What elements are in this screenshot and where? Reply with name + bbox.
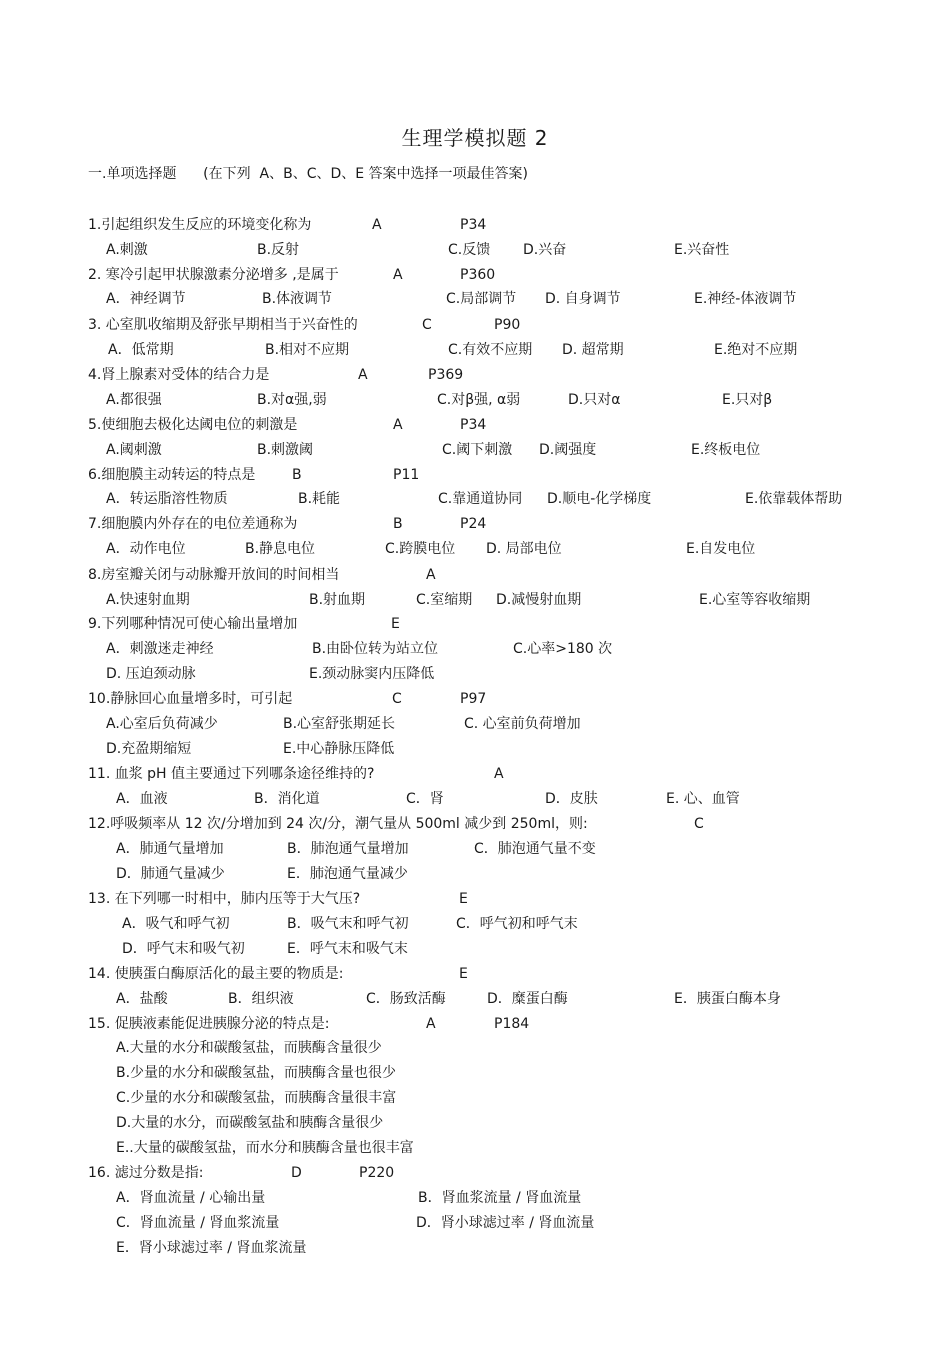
answer-option: C.对β强, α弱 <box>437 392 521 408</box>
answer-option: E．胰蛋白酶本身 <box>674 991 781 1007</box>
answer-option: C．肾 <box>406 791 444 807</box>
answer-option: E．肺泡通气量减少 <box>287 866 408 882</box>
answer-option: C.反馈 <box>448 242 491 258</box>
answer-option: A.快速射血期 <box>106 592 190 608</box>
answer-key: E <box>459 891 468 907</box>
answer-option: C.局部调节 <box>446 291 517 307</box>
question-text: 1.引起组织发生反应的环境变化称为 <box>88 217 312 233</box>
answer-key: A <box>372 217 382 233</box>
question-text: 10.静脉回心血量增多时，可引起 <box>88 691 293 707</box>
answer-option: D.大量的水分，而碳酸氢盐和胰酶含量很少 <box>116 1115 384 1131</box>
answer-option: E.神经-体液调节 <box>694 291 797 307</box>
answer-option: D．肺通气量减少 <box>116 866 225 882</box>
answer-option: B．肾血浆流量 / 肾血流量 <box>418 1190 582 1206</box>
answer-option: B.射血期 <box>309 592 366 608</box>
answer-key: E <box>391 616 400 632</box>
answer-option: E.自发电位 <box>686 541 756 557</box>
answer-key: A <box>393 267 403 283</box>
answer-option: B.对α强,弱 <box>257 392 327 408</box>
answer-option: E.依靠载体帮助 <box>745 491 843 507</box>
answer-option: C．呼气初和呼气末 <box>456 916 578 932</box>
answer-option: E．肾小球滤过率 / 肾血浆流量 <box>116 1240 307 1256</box>
answer-option: D.充盈期缩短 <box>106 741 192 757</box>
page-reference: P369 <box>428 367 464 383</box>
answer-option: B．肺泡通气量增加 <box>287 841 409 857</box>
page-reference: P34 <box>460 217 487 233</box>
answer-option: C.跨膜电位 <box>385 541 456 557</box>
answer-option: D．皮肤 <box>545 791 598 807</box>
answer-key: D <box>291 1165 302 1181</box>
answer-key: A <box>426 567 436 583</box>
answer-option: C.靠通道协同 <box>438 491 523 507</box>
answer-option: A．肺通气量增加 <box>116 841 224 857</box>
question-text: 2. 寒冷引起甲状腺激素分泌增多 ,是属于 <box>88 267 339 283</box>
answer-key: B <box>292 467 302 483</box>
answer-key: E <box>459 966 468 982</box>
answer-option: C．肠致活酶 <box>366 991 446 1007</box>
page-reference: P220 <box>359 1165 395 1181</box>
answer-option: E.心室等容收缩期 <box>699 592 811 608</box>
answer-option: B.刺激阈 <box>257 442 314 458</box>
answer-option: B.耗能 <box>298 491 341 507</box>
answer-option: B.反射 <box>257 242 300 258</box>
answer-option: D.顺电-化学梯度 <box>547 491 652 507</box>
answer-option: A.刺激 <box>106 242 148 258</box>
answer-option: D.减慢射血期 <box>496 592 582 608</box>
answer-option: B.心室舒张期延长 <box>283 716 396 732</box>
question-text: 8.房室瓣关闭与动脉瓣开放间的时间相当 <box>88 567 340 583</box>
answer-option: D. 压迫颈动脉 <box>106 666 196 682</box>
page-reference: P34 <box>460 417 487 433</box>
answer-key: A <box>494 766 504 782</box>
answer-option: A．低常期 <box>108 342 174 358</box>
answer-option: E..大量的碳酸氢盐，而水分和胰酶含量也很丰富 <box>116 1140 414 1156</box>
question-text: 14. 使胰蛋白酶原活化的最主要的物质是: <box>88 966 344 982</box>
answer-option: A．吸气和呼气初 <box>122 916 230 932</box>
answer-option: B．吸气末和呼气初 <box>287 916 409 932</box>
answer-option: A．肾血流量 / 心输出量 <box>116 1190 266 1206</box>
answer-option: C. 心室前负荷增加 <box>464 716 581 732</box>
page-reference: P97 <box>460 691 487 707</box>
page-reference: P11 <box>393 467 420 483</box>
question-text: 3. 心室肌收缩期及舒张早期相当于兴奋性的 <box>88 317 358 333</box>
answer-option: D．糜蛋白酶 <box>487 991 568 1007</box>
page-reference: P360 <box>460 267 496 283</box>
answer-option: B.由卧位转为站立位 <box>312 641 439 657</box>
answer-option: D.只对α <box>568 392 621 408</box>
answer-option: A.阈刺激 <box>106 442 162 458</box>
answer-option: E.只对β <box>722 392 773 408</box>
answer-option: B．消化道 <box>254 791 320 807</box>
answer-option: D. 局部电位 <box>486 541 562 557</box>
answer-option: C．肺泡通气量不变 <box>474 841 596 857</box>
answer-option: E.中心静脉压降低 <box>283 741 395 757</box>
answer-key: C <box>422 317 432 333</box>
answer-option: B.少量的水分和碳酸氢盐，而胰酶含量也很少 <box>116 1065 397 1081</box>
answer-option: B.相对不应期 <box>265 342 350 358</box>
answer-option: A.大量的水分和碳酸氢盐，而胰酶含量很少 <box>116 1040 382 1056</box>
answer-option: B．组织液 <box>228 991 294 1007</box>
answer-option: A．神经调节 <box>106 291 186 307</box>
question-text: 12.呼吸频率从 12 次/分增加到 24 次/分，潮气量从 500ml 减少到 250ml，则: <box>88 816 588 832</box>
answer-option: D.兴奋 <box>523 242 567 258</box>
answer-option: A．刺激迷走神经 <box>106 641 214 657</box>
answer-option: E.绝对不应期 <box>714 342 798 358</box>
answer-key: C <box>392 691 402 707</box>
answer-key: A <box>426 1016 436 1032</box>
page-title: 生理学模拟题 2 <box>401 126 549 150</box>
answer-option: C.阈下刺激 <box>442 442 513 458</box>
answer-option: C.室缩期 <box>416 592 473 608</box>
answer-key: A <box>393 417 403 433</box>
question-text: 6.细胞膜主动转运的特点是 <box>88 467 256 483</box>
answer-option: E. 心、血管 <box>666 791 740 807</box>
question-text: 9.下列哪种情况可使心输出量增加 <box>88 616 298 632</box>
answer-option: A．转运脂溶性物质 <box>106 491 228 507</box>
question-text: 4.肾上腺素对受体的结合力是 <box>88 367 270 383</box>
answer-key: C <box>694 816 704 832</box>
answer-option: E.颈动脉窦内压降低 <box>309 666 435 682</box>
answer-option: C.心率>180 次 <box>513 641 613 657</box>
answer-option: B.静息电位 <box>245 541 316 557</box>
answer-option: E.兴奋性 <box>674 242 730 258</box>
answer-option: D．肾小球滤过率 / 肾血流量 <box>416 1215 595 1231</box>
answer-option: B.体液调节 <box>262 291 333 307</box>
answer-option: C.有效不应期 <box>448 342 533 358</box>
answer-option: C．肾血流量 / 肾血浆流量 <box>116 1215 280 1231</box>
question-text: 16. 滤过分数是指: <box>88 1165 204 1181</box>
section-instruction: 一.单项选择题 (在下列 A、B、C、D、E 答案中选择一项最佳答案) <box>88 166 529 182</box>
page-reference: P24 <box>460 516 487 532</box>
page-reference: P184 <box>494 1016 530 1032</box>
answer-option: E.终板电位 <box>691 442 761 458</box>
answer-option: D．呼气末和吸气初 <box>122 941 245 957</box>
question-text: 5.使细胞去极化达阈电位的刺激是 <box>88 417 298 433</box>
question-text: 13. 在下列哪一时相中，肺内压等于大气压? <box>88 891 361 907</box>
question-text: 7.细胞膜内外存在的电位差通称为 <box>88 516 298 532</box>
answer-option: A.心室后负荷减少 <box>106 716 218 732</box>
answer-option: A．动作电位 <box>106 541 186 557</box>
question-text: 11. 血浆 pH 值主要通过下列哪条途径维持的? <box>88 766 375 782</box>
page-reference: P90 <box>494 317 521 333</box>
answer-option: D. 超常期 <box>562 342 624 358</box>
answer-key: A <box>358 367 368 383</box>
answer-key: B <box>393 516 403 532</box>
question-text: 15. 促胰液素能促进胰腺分泌的特点是: <box>88 1016 330 1032</box>
answer-option: A．血液 <box>116 791 168 807</box>
answer-option: D. 自身调节 <box>545 291 621 307</box>
answer-option: A.都很强 <box>106 392 162 408</box>
answer-option: E．呼气末和吸气末 <box>287 941 408 957</box>
answer-option: D.阈强度 <box>539 442 597 458</box>
answer-option: C.少量的水分和碳酸氢盐，而胰酶含量很丰富 <box>116 1090 397 1106</box>
answer-option: A．盐酸 <box>116 991 168 1007</box>
